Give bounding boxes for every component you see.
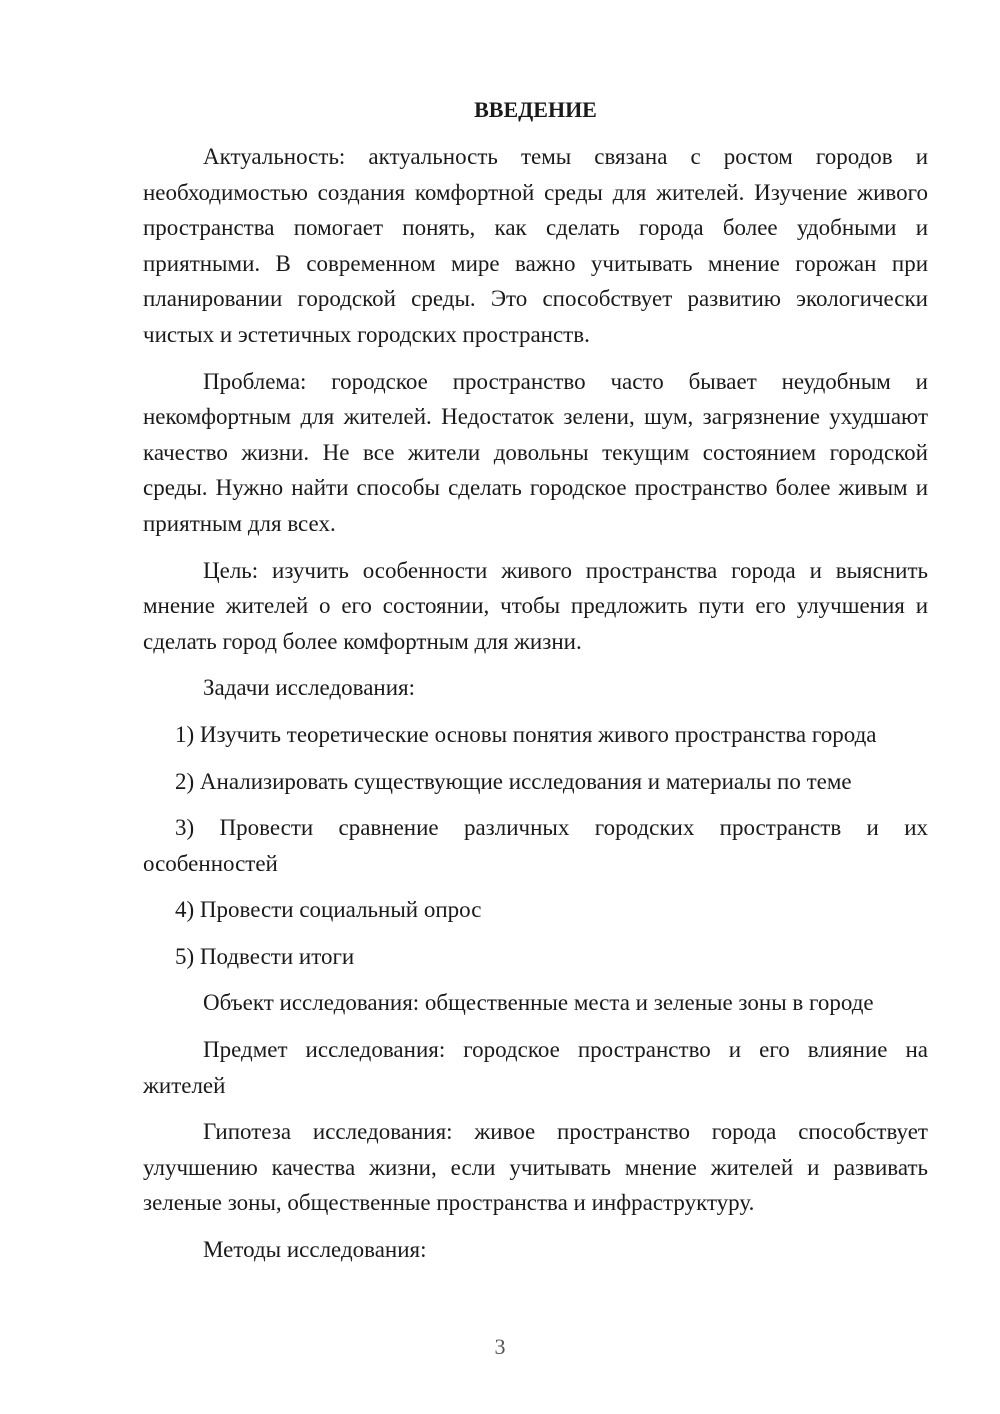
task-item: 5) Подвести итоги [175,943,355,969]
methods-heading: Методы исследования: [203,1237,427,1263]
problem-paragraph: Проблема: городское пространство часто бывает неудобным и некомфортным для жителей. Недостаток зелени, шум, загрязнение ухудшают качество жизни. Не все жители довольны текущим состоянием городской среды. Нужно найти способы сделать городское пространство более живым и приятным для всех. [143,368,928,536]
task-item: 1) Изучить теоретические основы понятия живого пространства города [175,721,877,747]
goal-paragraph: Цель: изучить особенности живого пространства города и выяснить мнение жителей о его состоянии, чтобы предложить пути его улучшения и сделать город более комфортным для жизни. [143,557,928,654]
subject-paragraph: Предмет исследования: городское пространство и его влияние на жителей [143,1037,928,1098]
task-item: 4) Провести социальный опрос [175,897,482,923]
hypothesis-paragraph: Гипотеза исследования: живое пространство города способствует улучшению качества жизни, если учитывать мнение жителей и развивать зеленые зоны, общественные пространства и инфраструктуру. [143,1119,928,1216]
task-item: 3) Провести сравнение различных городских пространств и их особенностей [143,815,928,876]
object-paragraph: Объект исследования: общественные места и зеленые зоны в городе [203,990,874,1016]
tasks-heading: Задачи исследования: [203,675,416,701]
document-page [143,92,928,1279]
task-item: 2) Анализировать существующие исследования и материалы по теме [175,768,852,794]
relevance-paragraph: Актуальность: актуальность темы связана с ростом городов и необходимостью создания комфортной среды для жителей. Изучение живого пространства помогает понять, как сделать города более удобными и приятными. В современном мире важно учитывать мнение горожан при планировании городской среды. Это способствует развитию экологически чистых и эстетичных городских пространств. [143,144,928,347]
page-number: 3 [494,1334,506,1359]
section-title: ВВЕДЕНИЕ [474,97,597,122]
